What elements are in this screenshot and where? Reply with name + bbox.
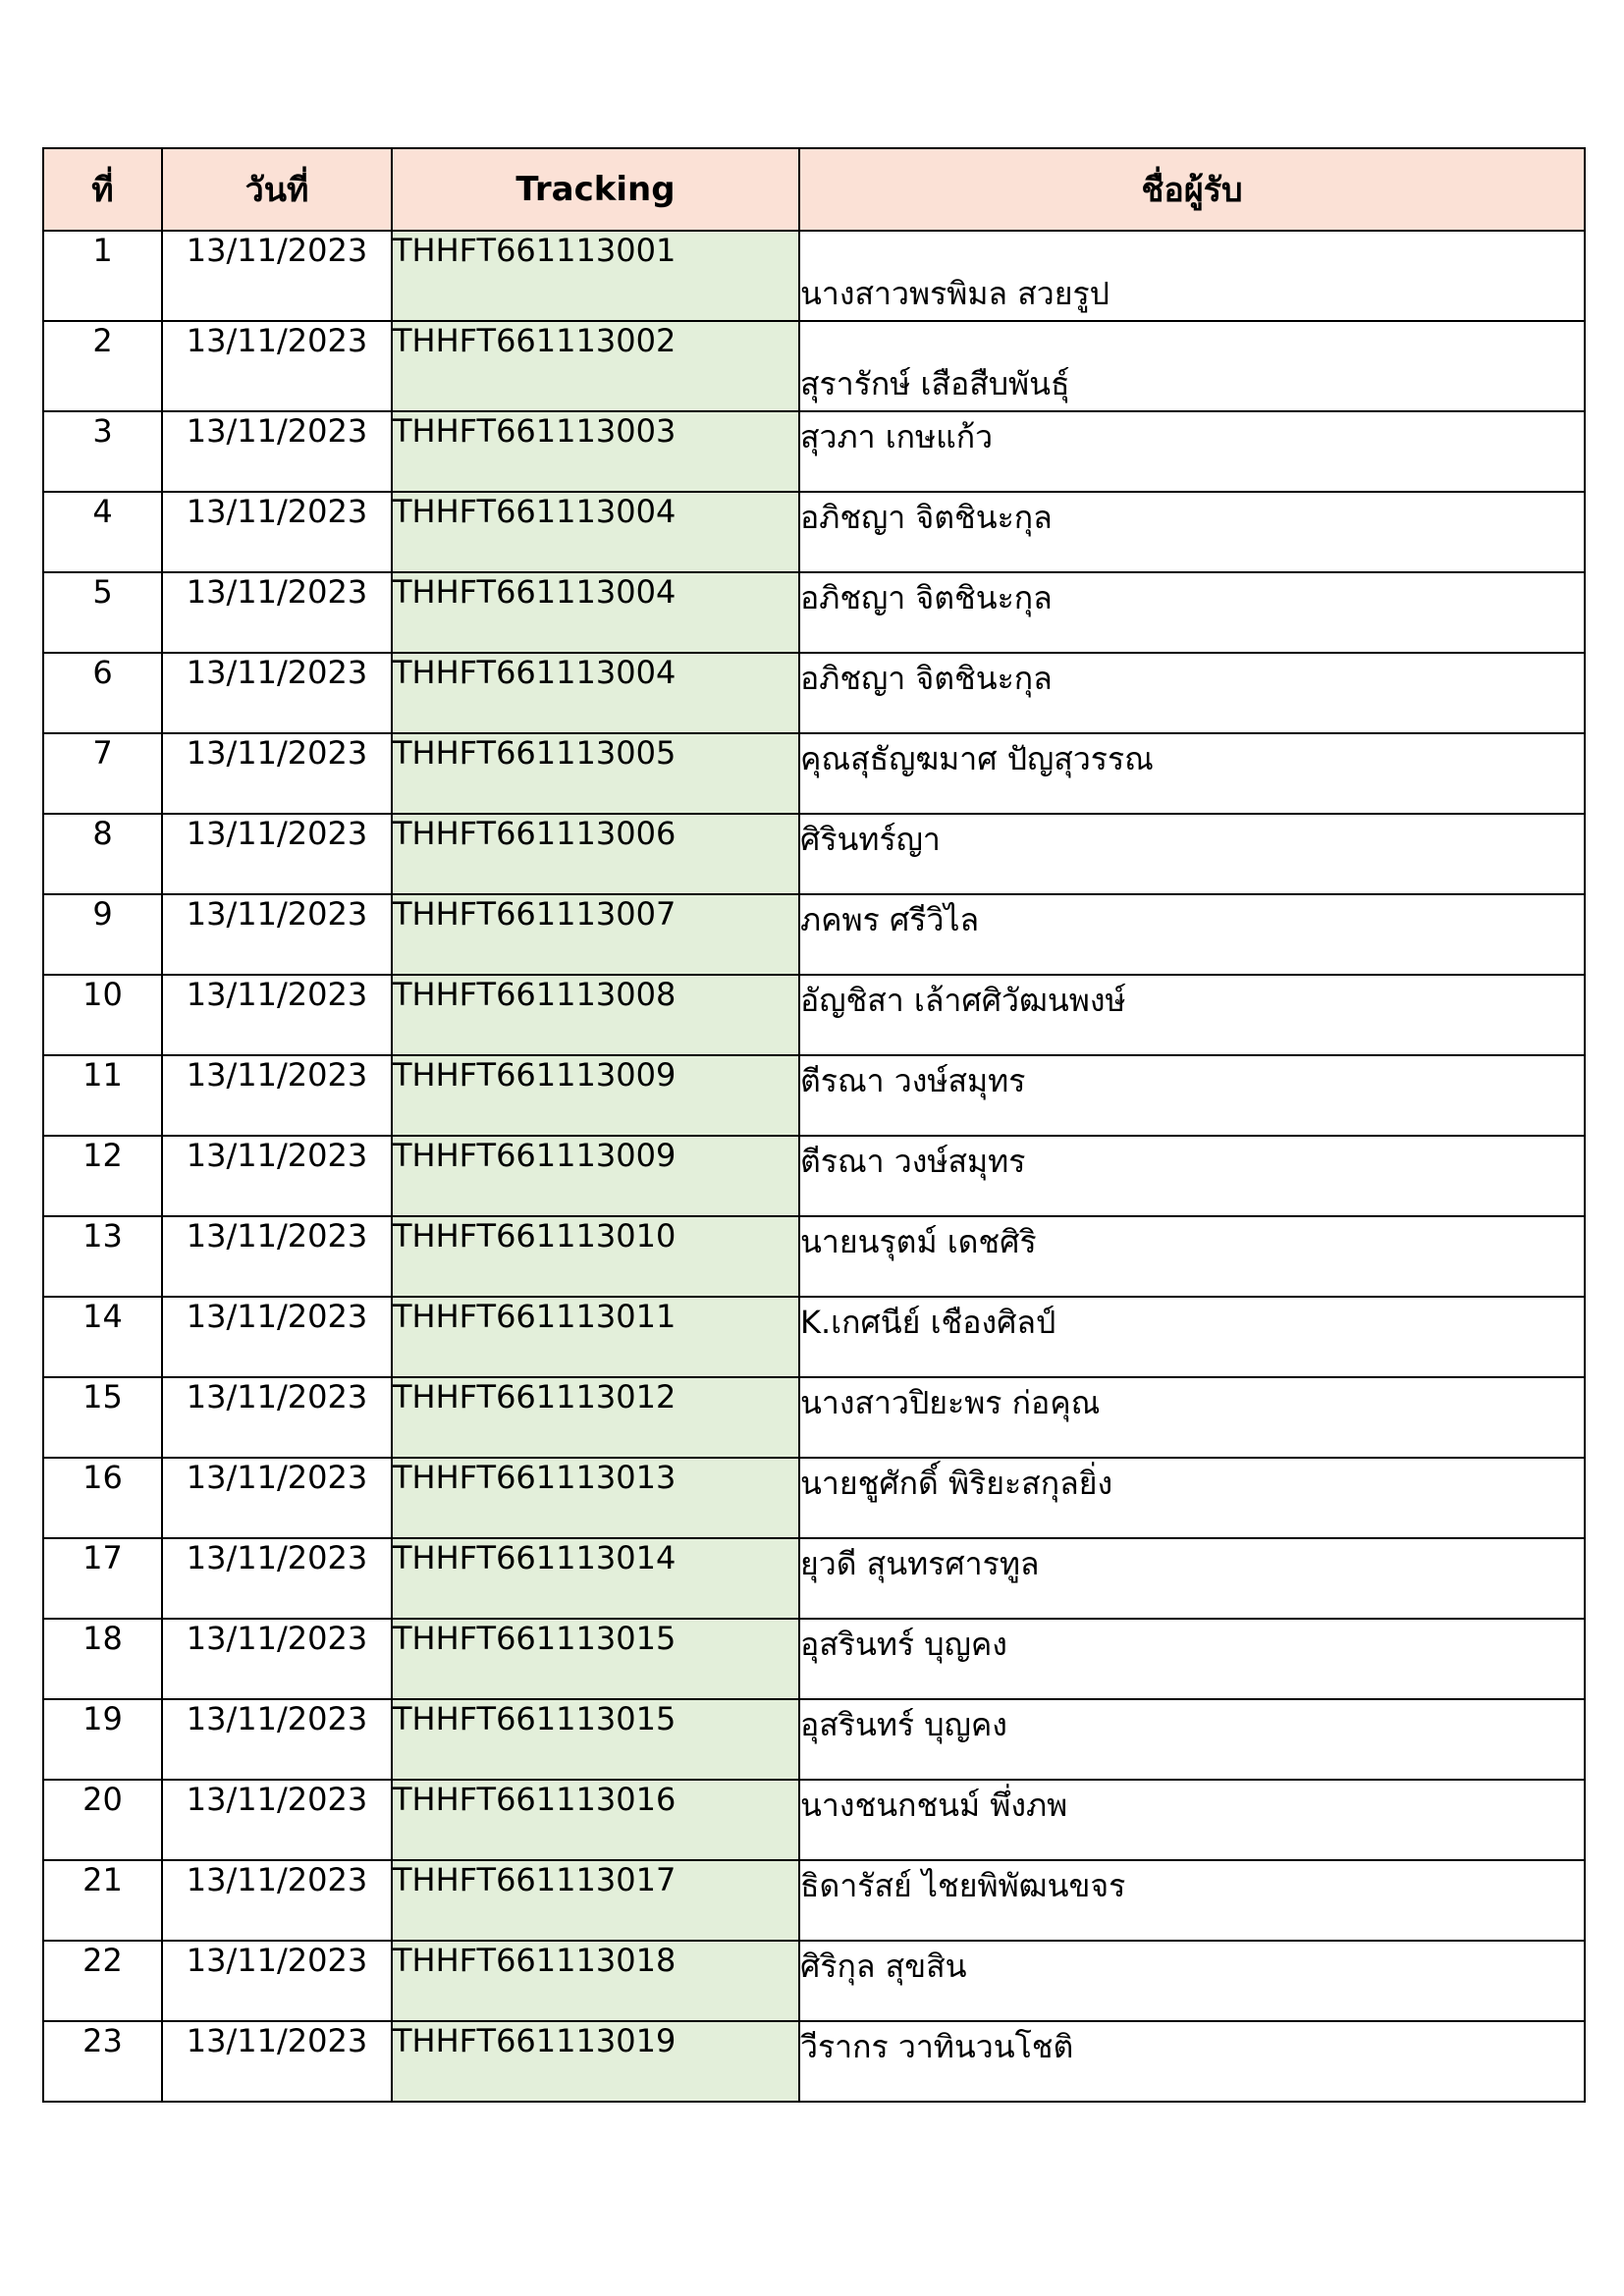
table-row (43, 1538, 1585, 1619)
cell-number: 13 (43, 1216, 162, 1297)
cell-recipient: นายชูศักดิ์ พิริยะสกุลยิ่ง (799, 1458, 1585, 1538)
table-row (43, 1699, 1585, 1780)
cell-number: 4 (43, 492, 162, 572)
cell-number: 14 (43, 1297, 162, 1377)
cell-number: 7 (43, 733, 162, 814)
cell-number: 22 (43, 1941, 162, 2021)
table-row (43, 1216, 1585, 1297)
cell-recipient: อภิชญา จิตชินะกุล (799, 572, 1585, 653)
cell-date: 13/11/2023 (162, 975, 392, 1055)
cell-recipient: คุณสุธัญฆมาศ ปัญสุวรรณ (799, 733, 1585, 814)
cell-recipient: นางสาวพรพิมล สวยรูป (799, 231, 1585, 321)
cell-tracking: THHFT661113009 (392, 1136, 799, 1216)
table-row (43, 411, 1585, 492)
cell-tracking: THHFT661113006 (392, 814, 799, 894)
cell-tracking: THHFT661113004 (392, 492, 799, 572)
header-date: วันที่ (162, 148, 392, 231)
cell-tracking: THHFT661113011 (392, 1297, 799, 1377)
cell-number: 5 (43, 572, 162, 653)
table-row (43, 894, 1585, 975)
cell-tracking: THHFT661113003 (392, 411, 799, 492)
cell-tracking: THHFT661113007 (392, 894, 799, 975)
cell-tracking: THHFT661113009 (392, 1055, 799, 1136)
cell-recipient: ศิริกุล สุขสิน (799, 1941, 1585, 2021)
cell-number: 10 (43, 975, 162, 1055)
cell-recipient: ธิดารัสย์ ไชยพิพัฒนขจร (799, 1860, 1585, 1941)
cell-tracking: THHFT661113017 (392, 1860, 799, 1941)
cell-date: 13/11/2023 (162, 1780, 392, 1860)
cell-number: 20 (43, 1780, 162, 1860)
table-row (43, 1941, 1585, 2021)
tracking-table (42, 147, 1586, 2103)
cell-date: 13/11/2023 (162, 2021, 392, 2102)
header-recipient: ชื่อผู้รับ (799, 148, 1585, 231)
table-row (43, 1136, 1585, 1216)
cell-recipient: อภิชญา จิตชินะกุล (799, 653, 1585, 733)
cell-tracking: THHFT661113010 (392, 1216, 799, 1297)
table-row (43, 733, 1585, 814)
cell-number: 19 (43, 1699, 162, 1780)
cell-tracking: THHFT661113016 (392, 1780, 799, 1860)
cell-recipient: นางชนกชนม์ พึ่งภพ (799, 1780, 1585, 1860)
table-row (43, 492, 1585, 572)
table-row (43, 1780, 1585, 1860)
cell-recipient: สุวภา เกษแก้ว (799, 411, 1585, 492)
table-row (43, 231, 1585, 321)
cell-tracking: THHFT661113002 (392, 321, 799, 411)
cell-recipient: ตีรณา วงษ์สมุทร (799, 1055, 1585, 1136)
cell-tracking: THHFT661113004 (392, 653, 799, 733)
table-row (43, 1297, 1585, 1377)
cell-recipient: นายนรุตม์ เดชศิริ (799, 1216, 1585, 1297)
cell-number: 2 (43, 321, 162, 411)
cell-date: 13/11/2023 (162, 1458, 392, 1538)
table-row (43, 321, 1585, 411)
cell-recipient: อัญชิสา เล้าศศิวัฒนพงษ์ (799, 975, 1585, 1055)
cell-date: 13/11/2023 (162, 1297, 392, 1377)
cell-tracking: THHFT661113004 (392, 572, 799, 653)
table-row (43, 653, 1585, 733)
cell-date: 13/11/2023 (162, 1216, 392, 1297)
cell-date: 13/11/2023 (162, 894, 392, 975)
table-row (43, 1458, 1585, 1538)
cell-tracking: THHFT661113015 (392, 1699, 799, 1780)
cell-recipient: ภคพร ศรีวิไล (799, 894, 1585, 975)
cell-number: 9 (43, 894, 162, 975)
cell-number: 15 (43, 1377, 162, 1458)
table-row (43, 2021, 1585, 2102)
cell-tracking: THHFT661113005 (392, 733, 799, 814)
cell-date: 13/11/2023 (162, 572, 392, 653)
cell-recipient: สุรารักษ์ เสือสืบพันธุ์ (799, 321, 1585, 411)
cell-recipient: อภิชญา จิตชินะกุล (799, 492, 1585, 572)
cell-date: 13/11/2023 (162, 1619, 392, 1699)
cell-tracking: THHFT661113012 (392, 1377, 799, 1458)
cell-number: 17 (43, 1538, 162, 1619)
cell-number: 1 (43, 231, 162, 321)
cell-recipient: อุสรินทร์ บุญคง (799, 1619, 1585, 1699)
header-no: ที่ (43, 148, 162, 231)
cell-tracking: THHFT661113019 (392, 2021, 799, 2102)
cell-number: 16 (43, 1458, 162, 1538)
cell-date: 13/11/2023 (162, 814, 392, 894)
cell-date: 13/11/2023 (162, 321, 392, 411)
cell-date: 13/11/2023 (162, 653, 392, 733)
document-page (42, 147, 1584, 2103)
cell-recipient: ยุวดี สุนทรศารทูล (799, 1538, 1585, 1619)
header-row (43, 148, 1585, 231)
cell-recipient: K.เกศนีย์ เชืองศิลป์ (799, 1297, 1585, 1377)
cell-date: 13/11/2023 (162, 411, 392, 492)
cell-date: 13/11/2023 (162, 1377, 392, 1458)
table-row (43, 572, 1585, 653)
table-body (43, 231, 1585, 2102)
cell-tracking: THHFT661113018 (392, 1941, 799, 2021)
cell-tracking: THHFT661113001 (392, 231, 799, 321)
table-row (43, 1055, 1585, 1136)
cell-number: 12 (43, 1136, 162, 1216)
cell-recipient: อุสรินทร์ บุญคง (799, 1699, 1585, 1780)
cell-date: 13/11/2023 (162, 1699, 392, 1780)
cell-date: 13/11/2023 (162, 1055, 392, 1136)
cell-number: 3 (43, 411, 162, 492)
cell-recipient: ศิรินทร์ญา (799, 814, 1585, 894)
cell-tracking: THHFT661113013 (392, 1458, 799, 1538)
cell-recipient: ตีรณา วงษ์สมุทร (799, 1136, 1585, 1216)
table-row (43, 1860, 1585, 1941)
cell-number: 6 (43, 653, 162, 733)
cell-number: 21 (43, 1860, 162, 1941)
table-row (43, 975, 1585, 1055)
cell-date: 13/11/2023 (162, 1538, 392, 1619)
cell-date: 13/11/2023 (162, 733, 392, 814)
cell-number: 11 (43, 1055, 162, 1136)
table-row (43, 1619, 1585, 1699)
cell-tracking: THHFT661113008 (392, 975, 799, 1055)
cell-number: 18 (43, 1619, 162, 1699)
cell-recipient: วีรากร วาทินวนโชติ (799, 2021, 1585, 2102)
table-header (43, 148, 1585, 231)
table-row (43, 814, 1585, 894)
cell-number: 23 (43, 2021, 162, 2102)
cell-recipient: นางสาวปิยะพร ก่อคุณ (799, 1377, 1585, 1458)
cell-date: 13/11/2023 (162, 492, 392, 572)
cell-date: 13/11/2023 (162, 231, 392, 321)
table-row (43, 1377, 1585, 1458)
cell-tracking: THHFT661113015 (392, 1619, 799, 1699)
cell-date: 13/11/2023 (162, 1860, 392, 1941)
cell-date: 13/11/2023 (162, 1136, 392, 1216)
cell-tracking: THHFT661113014 (392, 1538, 799, 1619)
cell-date: 13/11/2023 (162, 1941, 392, 2021)
cell-number: 8 (43, 814, 162, 894)
header-tracking: Tracking (392, 148, 799, 231)
